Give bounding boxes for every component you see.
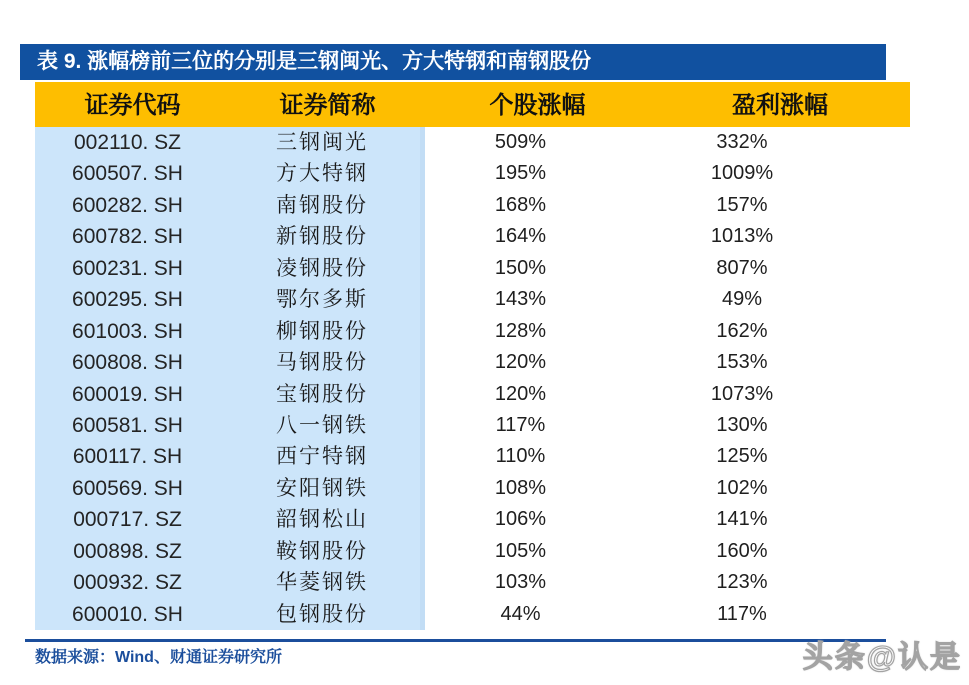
cell-profit-gain: 117% bbox=[717, 602, 767, 625]
table-row bbox=[35, 284, 910, 315]
cell-code: 600282. SH bbox=[35, 190, 230, 221]
cell-code: 600581. SH bbox=[35, 410, 230, 441]
cell-profit-gain: 1073% bbox=[710, 382, 774, 405]
column-header-stock-gain: 个股涨幅 bbox=[489, 90, 586, 119]
cell-code: 000932. SZ bbox=[35, 567, 230, 598]
cell-name: 马钢股份 bbox=[230, 347, 425, 378]
divider-line bbox=[25, 639, 886, 642]
cell-profit-gain: 153% bbox=[716, 351, 768, 374]
table-row bbox=[35, 253, 910, 284]
table-row bbox=[35, 599, 910, 630]
cell-code: 002110. SZ bbox=[35, 127, 230, 158]
table-row bbox=[35, 379, 910, 410]
cell-stock-gain: 195% bbox=[494, 162, 547, 185]
cell-profit-gain: 125% bbox=[716, 445, 768, 468]
cell-profit-gain: 102% bbox=[716, 476, 768, 499]
cell-stock-gain: 120% bbox=[494, 351, 547, 374]
cell-name: 南钢股份 bbox=[230, 190, 425, 221]
cell-stock-gain: 168% bbox=[494, 193, 547, 216]
cell-code: 000898. SZ bbox=[35, 536, 230, 567]
table-row bbox=[35, 127, 910, 158]
cell-name: 鞍钢股份 bbox=[230, 536, 425, 567]
cell-stock-gain: 117% bbox=[495, 413, 546, 436]
cell-stock-gain: 143% bbox=[494, 288, 547, 311]
cell-code: 600808. SH bbox=[35, 347, 230, 378]
table-row bbox=[35, 221, 910, 252]
cell-code: 600117. SH bbox=[35, 441, 230, 472]
cell-code: 600569. SH bbox=[35, 473, 230, 504]
cell-stock-gain: 108% bbox=[494, 476, 547, 499]
cell-name: 三钢闽光 bbox=[230, 127, 425, 158]
cell-name: 凌钢股份 bbox=[230, 253, 425, 284]
table-row bbox=[35, 567, 910, 598]
cell-name: 柳钢股份 bbox=[230, 316, 425, 347]
cell-profit-gain: 49% bbox=[721, 288, 763, 311]
cell-profit-gain: 1009% bbox=[710, 162, 774, 185]
cell-name: 鄂尔多斯 bbox=[230, 284, 425, 315]
cell-name: 方大特钢 bbox=[230, 158, 425, 189]
cell-code: 600231. SH bbox=[35, 253, 230, 284]
cell-code: 601003. SH bbox=[35, 316, 230, 347]
cell-stock-gain: 110% bbox=[495, 445, 546, 468]
table-row bbox=[35, 410, 910, 441]
cell-stock-gain: 509% bbox=[494, 131, 547, 153]
column-header-code: 证券代码 bbox=[84, 90, 181, 119]
cell-profit-gain: 1013% bbox=[710, 225, 774, 248]
cell-stock-gain: 164% bbox=[494, 225, 547, 248]
cell-stock-gain: 44% bbox=[500, 602, 541, 625]
cell-profit-gain: 162% bbox=[716, 319, 768, 342]
table-row bbox=[35, 316, 910, 347]
cell-name: 安阳钢铁 bbox=[230, 473, 425, 504]
cell-profit-gain: 160% bbox=[716, 539, 768, 562]
column-header-name: 证券简称 bbox=[279, 90, 376, 119]
cell-stock-gain: 120% bbox=[494, 382, 547, 405]
data-source-text: 数据来源：Wind、财通证券研究所 bbox=[35, 649, 282, 666]
table-row bbox=[35, 504, 910, 535]
table-row bbox=[35, 158, 910, 189]
cell-code: 000717. SZ bbox=[35, 504, 230, 535]
column-header-profit-gain: 盈利涨幅 bbox=[732, 90, 828, 119]
watermark: 头条@认是 bbox=[802, 641, 962, 674]
cell-stock-gain: 106% bbox=[494, 508, 547, 531]
table-title-bar bbox=[20, 44, 886, 80]
cell-name: 华菱钢铁 bbox=[230, 567, 425, 598]
cell-stock-gain: 128% bbox=[494, 319, 547, 342]
cell-profit-gain: 141% bbox=[716, 508, 768, 531]
table-row bbox=[35, 190, 910, 221]
table-row bbox=[35, 473, 910, 504]
cell-profit-gain: 123% bbox=[716, 571, 768, 594]
cell-name: 包钢股份 bbox=[230, 599, 425, 630]
cell-stock-gain: 150% bbox=[494, 256, 547, 279]
cell-code: 600507. SH bbox=[35, 158, 230, 189]
cell-name: 韶钢松山 bbox=[230, 504, 425, 535]
table-row bbox=[35, 536, 910, 567]
table-row bbox=[35, 441, 910, 472]
cell-code: 600010. SH bbox=[35, 599, 230, 630]
cell-profit-gain: 332% bbox=[716, 131, 768, 153]
table-row bbox=[35, 347, 910, 378]
cell-profit-gain: 807% bbox=[716, 256, 768, 279]
cell-name: 宝钢股份 bbox=[230, 379, 425, 410]
cell-name: 西宁特钢 bbox=[230, 441, 425, 472]
cell-name: 新钢股份 bbox=[230, 221, 425, 252]
table-header-row bbox=[35, 82, 910, 127]
data-source-note bbox=[35, 646, 282, 670]
cell-code: 600295. SH bbox=[35, 284, 230, 315]
table-body bbox=[35, 127, 910, 630]
cell-name: 八一钢铁 bbox=[230, 410, 425, 441]
cell-stock-gain: 103% bbox=[494, 571, 547, 594]
table-title: 表 9. 涨幅榜前三位的分别是三钢闽光、方大特钢和南钢股份 bbox=[37, 50, 592, 73]
cell-code: 600019. SH bbox=[35, 379, 230, 410]
cell-stock-gain: 105% bbox=[494, 539, 547, 562]
cell-code: 600782. SH bbox=[35, 221, 230, 252]
cell-profit-gain: 157% bbox=[716, 193, 768, 216]
cell-profit-gain: 130% bbox=[716, 413, 768, 436]
